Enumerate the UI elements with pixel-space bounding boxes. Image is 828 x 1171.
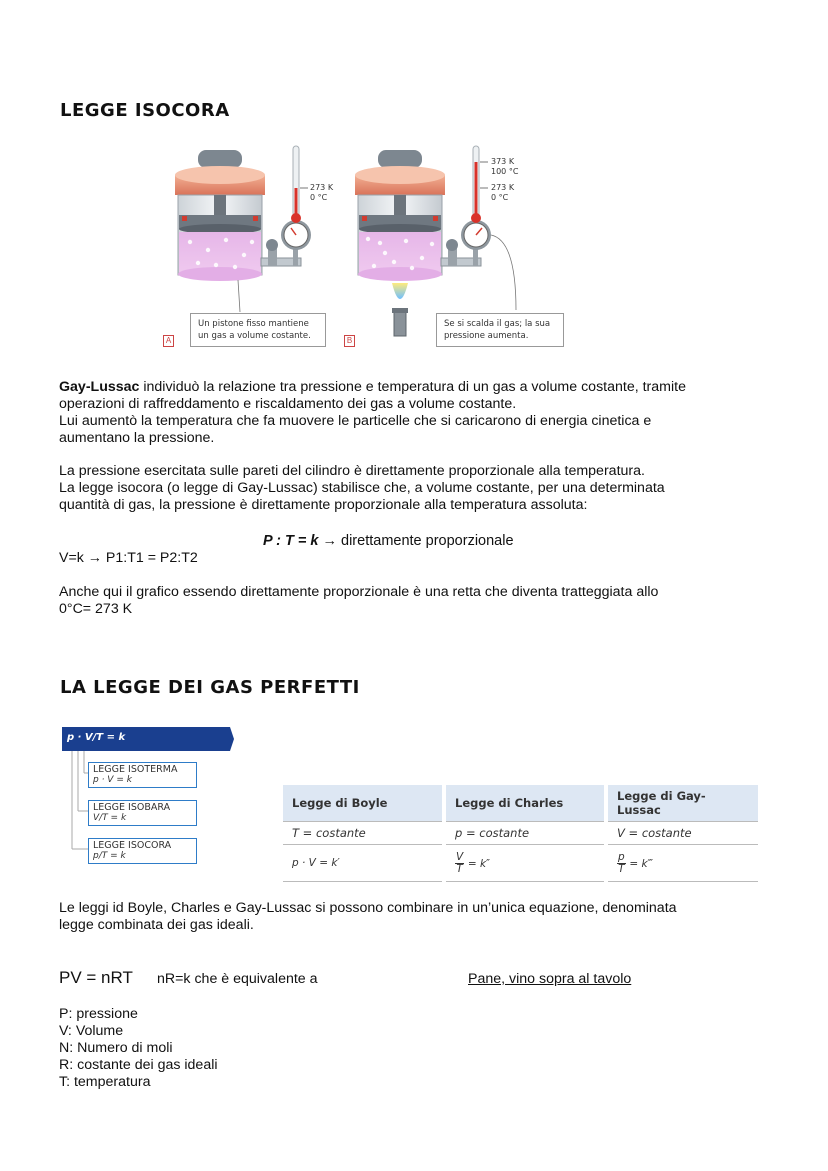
fraction-numerator: V [456, 850, 464, 863]
law-box-isoterma-formula: p · V = k [93, 775, 132, 785]
combined-line1: Le leggi id Boyle, Charles e Gay-Lussac si possono combinare in un’unica equazione, denominata [59, 900, 677, 916]
thermo-b-celsius-high: 100 °C [491, 167, 519, 176]
section-title-isocora: LEGGE ISOCORA [60, 100, 230, 121]
figure-tag-a: A [163, 335, 174, 347]
table-header-row [283, 785, 758, 822]
fraction-numerator: p [618, 850, 625, 863]
paragraph-isocora-law [59, 463, 665, 514]
table-header: Legge di Boyle [283, 785, 444, 822]
table-header: Legge di Charles [444, 785, 606, 822]
table-cell-boyle: p · V = k′ [283, 845, 444, 882]
formula-pt-k: P : T = k [263, 533, 319, 549]
gas-laws-diagram [62, 727, 237, 872]
thermo-b-kelvin-high: 373 K [491, 157, 515, 166]
caption-a [190, 313, 326, 347]
fraction-v-t [455, 852, 464, 875]
table-row [283, 822, 758, 845]
caption-b-line2: pressione aumenta. [444, 331, 529, 341]
caption-b [436, 313, 564, 347]
table-cell: V = costante [606, 822, 758, 845]
cylinder-a [175, 146, 311, 312]
p3-line1: Anche qui il grafico essendo direttamente proporzionale è una retta che diventa tratteggiata allo [59, 584, 659, 600]
law-box-isoterma [88, 762, 197, 788]
p1-line1: individuò la relazione tra pressione e temperatura di un gas a volume costante, tramite [139, 379, 686, 395]
variables-legend [59, 1006, 218, 1091]
p1-line2: operazioni di raffreddamento e riscaldamento dei gas a volume costante. [59, 396, 517, 412]
diagram-head-formula: p · V/T = k [67, 732, 126, 743]
table-cell-gay-lussac [606, 845, 758, 882]
paragraph-combined-law [59, 900, 677, 934]
isocora-formula [263, 533, 514, 550]
thermo-b-kelvin: 273 K [491, 183, 515, 192]
gay-lussac-name: Gay-Lussac [59, 379, 140, 395]
law-box-isocora-name: LEGGE ISOCORA [93, 840, 172, 851]
p1-line3: Lui aumentò la temperatura che fa muovere le particelle che si caricarono di energia cinetica e [59, 413, 652, 429]
law-box-isocora [88, 838, 197, 864]
legend-item: T: temperatura [59, 1074, 151, 1090]
ideal-gas-equation: PV = nRT [59, 968, 133, 987]
fraction-denominator: T [618, 862, 625, 875]
figure-tag-b: B [344, 335, 355, 347]
law-box-isocora-formula: p/T = k [93, 851, 126, 861]
caption-a-line2: un gas a volume costante. [198, 331, 311, 341]
paragraph-gay-lussac [59, 379, 686, 447]
fraction-denominator: T [456, 862, 463, 875]
fraction-p-t [617, 852, 626, 875]
section-title-gas-perfetti: LA LEGGE DEI GAS PERFETTI [60, 677, 360, 698]
legend-item: P: pressione [59, 1006, 138, 1022]
legend-item: N: Numero di moli [59, 1040, 173, 1056]
thermo-b-label-high [491, 157, 518, 177]
p2-line1: La pressione esercitata sulle pareti del cilindro è direttamente proporzionale alla temperatura. [59, 463, 645, 479]
table-row [283, 845, 758, 882]
caption-a-line1: Un pistone fisso mantiene [198, 319, 309, 329]
charles-constant: = k″ [467, 857, 490, 870]
thermo-b-label-low [491, 183, 514, 203]
p2-line2: La legge isocora (o legge di Gay-Lussac) stabilisce che, a volume costante, per una determinata [59, 480, 665, 496]
legend-item: R: costante dei gas ideali [59, 1057, 218, 1073]
thermo-a-kelvin: 273 K [310, 183, 334, 192]
legend-item: V: Volume [59, 1023, 124, 1039]
gas-laws-table [283, 785, 758, 882]
table-cell: T = costante [283, 822, 444, 845]
gay-lussac-constant: = k‴ [629, 857, 654, 870]
table-header: Legge di Gay-Lussac [606, 785, 758, 822]
combined-line2: legge combinata dei gas ideali. [59, 917, 254, 933]
p3-line2: 0°C= 273 K [59, 601, 133, 617]
mnemonic-phrase: Pane, vino sopra al tavolo [468, 971, 632, 987]
law-box-isobara-formula: V/T = k [93, 813, 127, 823]
p2-line3: quantità di gas, la pressione è direttamente proporzionale alla temperatura assoluta: [59, 497, 588, 513]
law-box-isoterma-name: LEGGE ISOTERMA [93, 764, 178, 775]
thermo-a-label [310, 183, 333, 203]
caption-b-line1: Se si scalda il gas; la sua [444, 319, 551, 329]
paragraph-graph [59, 584, 658, 618]
table-cell: p = costante [444, 822, 606, 845]
law-box-isobara-name: LEGGE ISOBARA [93, 802, 171, 813]
formula-v-constant: V=k → P1:T1 = P2:T2 [59, 550, 198, 566]
table-cell-charles [444, 845, 606, 882]
thermo-b-celsius: 0 °C [491, 193, 509, 202]
equation-note: nR=k che è equivalente a [157, 971, 318, 987]
formula-description: → direttamente proporzionale [318, 533, 514, 549]
law-box-isobara [88, 800, 197, 826]
p1-line4: aumentano la pressione. [59, 430, 215, 446]
thermo-a-celsius: 0 °C [310, 193, 328, 202]
